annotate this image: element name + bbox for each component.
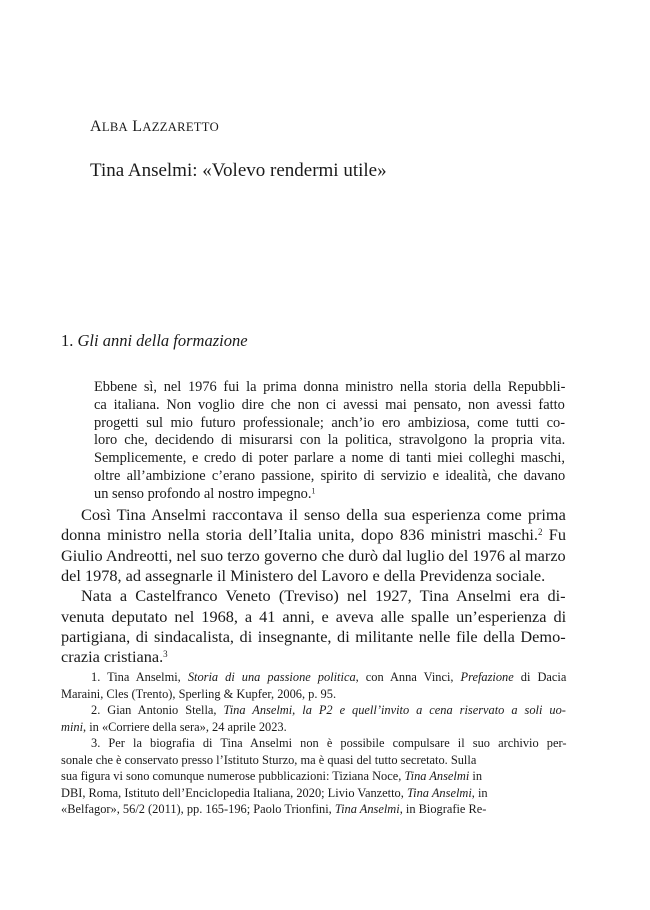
quote-line: Semplicemente, e credo di poter parlare a nome di tanti miei colleghi maschi, <box>94 450 565 467</box>
footnote-2 <box>91 703 566 718</box>
body-line: partigiana, di sindacalista, di insegnante, di militante nelle file della Demo- <box>61 626 566 646</box>
footnote-italic: Storia di una passione politica <box>187 670 356 684</box>
footnote-italic: Tina Anselmi, la P2 e quell’invito a cena riservato a soli uo- <box>223 703 566 717</box>
footnote-text: , in <box>471 785 488 800</box>
body-line: del 1978, ad assegnarle il Ministero del Lavoro e della Previdenza sociale. <box>61 565 546 585</box>
quote-line: ca italiana. Non voglio dire che non ci avessi mai pensato, non avessi fatto <box>94 396 565 413</box>
quote-line: loro che, decidendo di misurarsi con la politica, stravolgono la propria vita. <box>94 432 566 449</box>
footnote-ref: 1 <box>311 486 316 496</box>
footnote-3-line-4 <box>61 786 488 801</box>
footnote-2-line-2 <box>61 720 287 735</box>
author-last-rest: AZZARETTO <box>142 120 219 134</box>
footnote-italic: Tina Anselmi <box>334 802 400 816</box>
footnote-3-line-2: sonale che è conservato presso l’Istituto Sturzo, ma è quasi del tutto secretato. Sulla <box>61 752 477 767</box>
body-line-text: donna ministro nella storia dell’Italia unita, dopo 836 ministri maschi. <box>61 525 538 545</box>
author-first-rest: LBA <box>101 120 128 134</box>
footnote-1-line-2: Maraini, Cles (Trento), Sperling & Kupfer, 2006, p. 95. <box>61 686 337 701</box>
footnote-text: , in «Corriere della sera», 24 aprile 2023. <box>83 719 287 734</box>
body-line: venuta deputato nel 1968, a 41 anni, e aveva alle spalle un’esperienza di <box>61 606 567 626</box>
body-line-text: Fu <box>542 525 567 545</box>
footnote-italic: Prefazione <box>460 670 514 684</box>
body-line: Giulio Andreotti, nel suo terzo governo che durò dal luglio del 1976 al marzo <box>61 545 566 565</box>
body-line-text: crazia cristiana. <box>61 647 164 667</box>
footnote-text: di Dacia <box>513 670 567 684</box>
footnote-text: «Belfagor», 56/2 (2011), pp. 165-196; Paolo Trionfini, <box>61 802 335 816</box>
body-line <box>61 647 168 667</box>
footnote-text: in <box>469 769 483 783</box>
quote-line: oltre all’ambizione c’erano passione, spirito di servizio e idealità, che davano <box>94 468 566 484</box>
author-first-initial: A <box>90 118 102 135</box>
section-number: 1. <box>61 331 74 350</box>
quote-line: progetti sul mio futuro professionale; anch’io ero ambiziosa, come tutti co- <box>94 414 566 431</box>
footnote-italic: Tina Anselmi <box>404 769 470 783</box>
footnote-3-line-3 <box>61 769 482 784</box>
footnote-1 <box>91 670 566 685</box>
footnote-italic: mini <box>61 719 84 734</box>
footnote-3: 3. Per la biografia di Tina Anselmi non è possibile compulsare il suo archivio per- <box>91 736 567 750</box>
quote-last-text: un senso profondo al nostro impegno. <box>94 485 312 502</box>
footnote-text: sua figura vi sono comunque numerose pubblicazioni: Tiziana Noce, <box>61 769 405 783</box>
footnote-text: 1. Tina Anselmi, <box>91 670 188 684</box>
quote-line <box>94 486 315 503</box>
footnote-italic: Tina Anselmi <box>406 785 472 800</box>
section-heading <box>61 331 248 351</box>
body-line <box>61 525 566 545</box>
body-line: Così Tina Anselmi raccontava il senso della sua esperienza come prima <box>81 505 566 524</box>
quote-line: Ebbene sì, nel 1976 fui la prima donna ministro nella storia della Repubbli- <box>94 379 566 395</box>
footnote-ref: 2 <box>537 527 543 538</box>
footnote-text: , in Biografie Re- <box>399 802 487 816</box>
body-line: Nata a Castelfranco Veneto (Treviso) nel 1927, Tina Anselmi era di- <box>81 586 566 606</box>
footnote-ref: 3 <box>163 649 168 660</box>
footnote-text: , con Anna Vinci, <box>355 670 461 684</box>
footnote-text: 2. Gian Antonio Stella, <box>91 703 224 717</box>
author-name <box>90 118 219 136</box>
chapter-title: Tina Anselmi: «Volevo rendermi utile» <box>90 160 387 181</box>
footnote-3-line-5 <box>61 802 486 817</box>
author-last-initial: L <box>132 118 143 135</box>
footnote-text: DBI, Roma, Istituto dell’Enciclopedia Italiana, 2020; Livio Vanzetto, <box>61 785 407 800</box>
section-title: Gli anni della formazione <box>77 331 248 350</box>
